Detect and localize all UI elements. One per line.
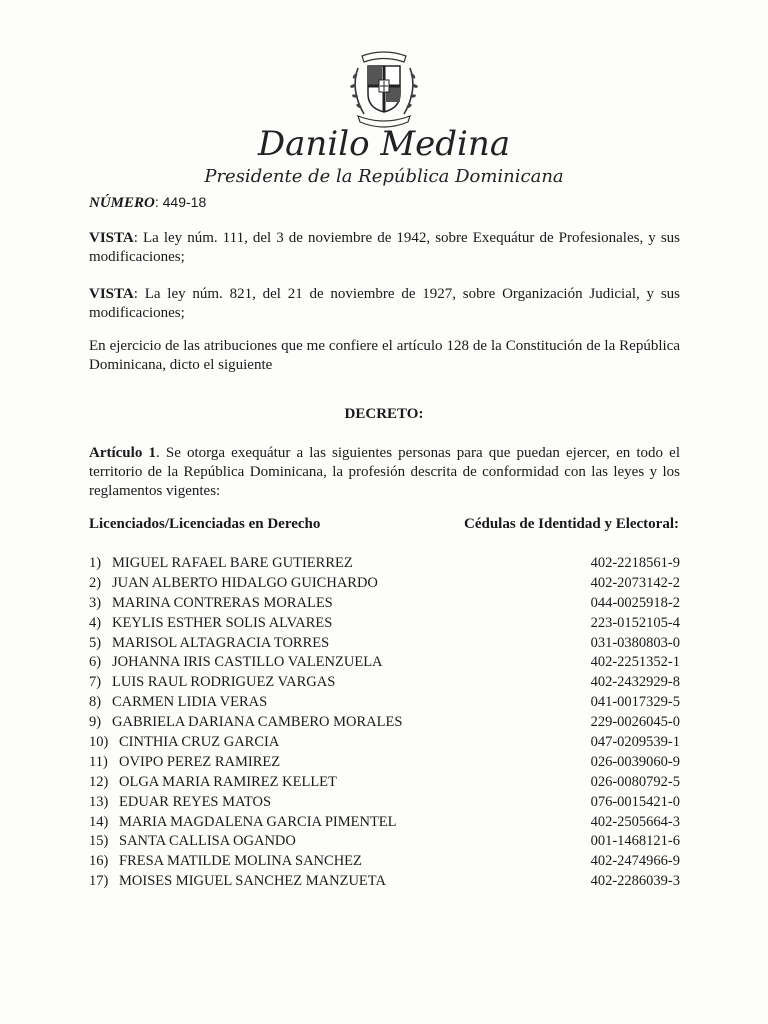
list-item-name: JOHANNA IRIS CASTILLO VALENZUELA <box>112 654 383 671</box>
articulo-label: Artículo 1 <box>89 445 156 461</box>
decree-number-value: : 449-18 <box>154 194 207 210</box>
list-item <box>89 673 680 693</box>
list-item-name: FRESA MATILDE MOLINA SANCHEZ <box>119 853 362 870</box>
list-item-cedula: 402-2251352-1 <box>590 654 680 671</box>
list-item-name: JUAN ALBERTO HIDALGO GUICHARDO <box>112 574 378 591</box>
list-item-number: 1) <box>89 555 102 571</box>
list-item <box>89 713 680 733</box>
list-item <box>89 653 680 673</box>
list-item-name: CARMEN LIDIA VERAS <box>112 694 268 711</box>
list-item <box>89 753 680 773</box>
list-item-cedula: 402-2432929-8 <box>590 674 680 691</box>
list-item-name: SANTA CALLISA OGANDO <box>119 833 296 850</box>
list-item <box>89 852 680 872</box>
list-item <box>89 554 680 574</box>
list-item-number: 10) <box>89 734 109 751</box>
list-item-cedula: 001-1468121-6 <box>590 833 680 850</box>
vista-label: VISTA <box>89 230 134 246</box>
list-item-number: 9) <box>89 714 102 731</box>
list-item-cedula: 041-0017329-5 <box>590 694 680 711</box>
list-item <box>89 634 680 654</box>
list-item-number: 3) <box>89 594 102 611</box>
list-item-name: GABRIELA DARIANA CAMBERO MORALES <box>112 714 403 731</box>
person-list <box>89 554 680 892</box>
decree-number <box>89 194 206 212</box>
list-item-number: 2) <box>89 574 102 591</box>
vista-text: : La ley núm. 821, del 21 de noviembre de 1927, sobre Organización Judicial, y sus modificaciones; <box>89 286 680 321</box>
list-item-number: 8) <box>89 694 102 711</box>
list-item-cedula: 031-0380803-0 <box>590 634 680 651</box>
list-item-cedula: 047-0209539-1 <box>590 734 680 751</box>
list-item <box>89 614 680 634</box>
list-item-number: 15) <box>89 833 109 850</box>
list-item <box>89 813 680 833</box>
list-item-cedula: 026-0080792-5 <box>590 773 680 790</box>
list-item <box>89 574 680 594</box>
list-item <box>89 773 680 793</box>
ejercicio-paragraph: En ejercicio de las atribuciones que me confiere el artículo 128 de la Constitución de la República Dominicana, dicto el siguiente <box>89 338 680 373</box>
list-item-cedula: 402-2218561-9 <box>590 555 680 571</box>
coat-of-arms-icon <box>344 46 424 130</box>
list-item <box>89 693 680 713</box>
list-item-name: MOISES MIGUEL SANCHEZ MANZUETA <box>119 873 386 890</box>
list-item-cedula: 223-0152105-4 <box>590 614 680 631</box>
list-item-number: 13) <box>89 793 109 810</box>
list-item-number: 12) <box>89 773 109 790</box>
vista-text: : La ley núm. 111, del 3 de noviembre de 1942, sobre Exequátur de Profesionales, y sus modificaciones; <box>89 230 680 265</box>
list-item-name: CINTHIA CRUZ GARCIA <box>119 734 280 751</box>
list-item-number: 16) <box>89 853 109 870</box>
list-item-name: MARINA CONTRERAS MORALES <box>112 594 333 611</box>
decree-number-label: NÚMERO <box>89 195 155 211</box>
list-item-name: EDUAR REYES MATOS <box>119 793 272 810</box>
president-title: Presidente de la República Dominicana <box>204 166 564 187</box>
list-item-name: KEYLIS ESTHER SOLIS ALVARES <box>112 614 333 631</box>
list-item <box>89 733 680 753</box>
decreto-heading: DECRETO: <box>344 406 424 422</box>
list-item-name: LUIS RAUL RODRIGUEZ VARGAS <box>112 674 336 691</box>
list-item <box>89 594 680 614</box>
list-item-number: 4) <box>89 614 102 631</box>
list-item-cedula: 026-0039060-9 <box>590 753 680 770</box>
articulo-text: . Se otorga exequátur a las siguientes personas para que puedan ejercer, en todo el territorio de la República Dominicana, la profesión descrita de conformidad con las leyes y los reglamentos vigentes: <box>89 445 680 499</box>
list-item-number: 14) <box>89 813 109 830</box>
list-header-profession: Licenciados/Licenciadas en Derecho <box>89 516 321 532</box>
articulo-paragraph <box>89 444 680 501</box>
list-item-number: 6) <box>89 654 102 671</box>
list-item-number: 7) <box>89 674 102 691</box>
list-item-name: MARIA MAGDALENA GARCIA PIMENTEL <box>119 813 397 830</box>
list-item-name: MIGUEL RAFAEL BARE GUTIERREZ <box>112 555 353 571</box>
list-item <box>89 872 680 892</box>
list-item-cedula: 402-2505664-3 <box>590 813 680 830</box>
list-item <box>89 793 680 813</box>
list-item-cedula: 044-0025918-2 <box>590 594 680 611</box>
list-item-cedula: 076-0015421-0 <box>590 793 680 810</box>
list-item-name: MARISOL ALTAGRACIA TORRES <box>112 634 330 651</box>
list-item-cedula: 229-0026045-0 <box>590 714 680 731</box>
list-item-cedula: 402-2073142-2 <box>590 574 680 591</box>
list-item-cedula: 402-2286039-3 <box>590 873 680 890</box>
vista-label: VISTA <box>89 286 134 302</box>
list-item-number: 11) <box>89 753 108 770</box>
list-item-number: 5) <box>89 634 102 651</box>
list-item <box>89 832 680 852</box>
vista-paragraph <box>89 229 680 267</box>
vista-paragraph <box>89 285 680 323</box>
list-item-number: 17) <box>89 873 109 890</box>
list-item-name: OLGA MARIA RAMIREZ KELLET <box>119 773 337 790</box>
list-item-cedula: 402-2474966-9 <box>590 853 680 870</box>
list-item-name: OVIPO PEREZ RAMIREZ <box>119 753 281 770</box>
list-header-cedula: Cédulas de Identidad y Electoral: <box>463 516 679 532</box>
president-name: Danilo Medina <box>257 124 511 164</box>
